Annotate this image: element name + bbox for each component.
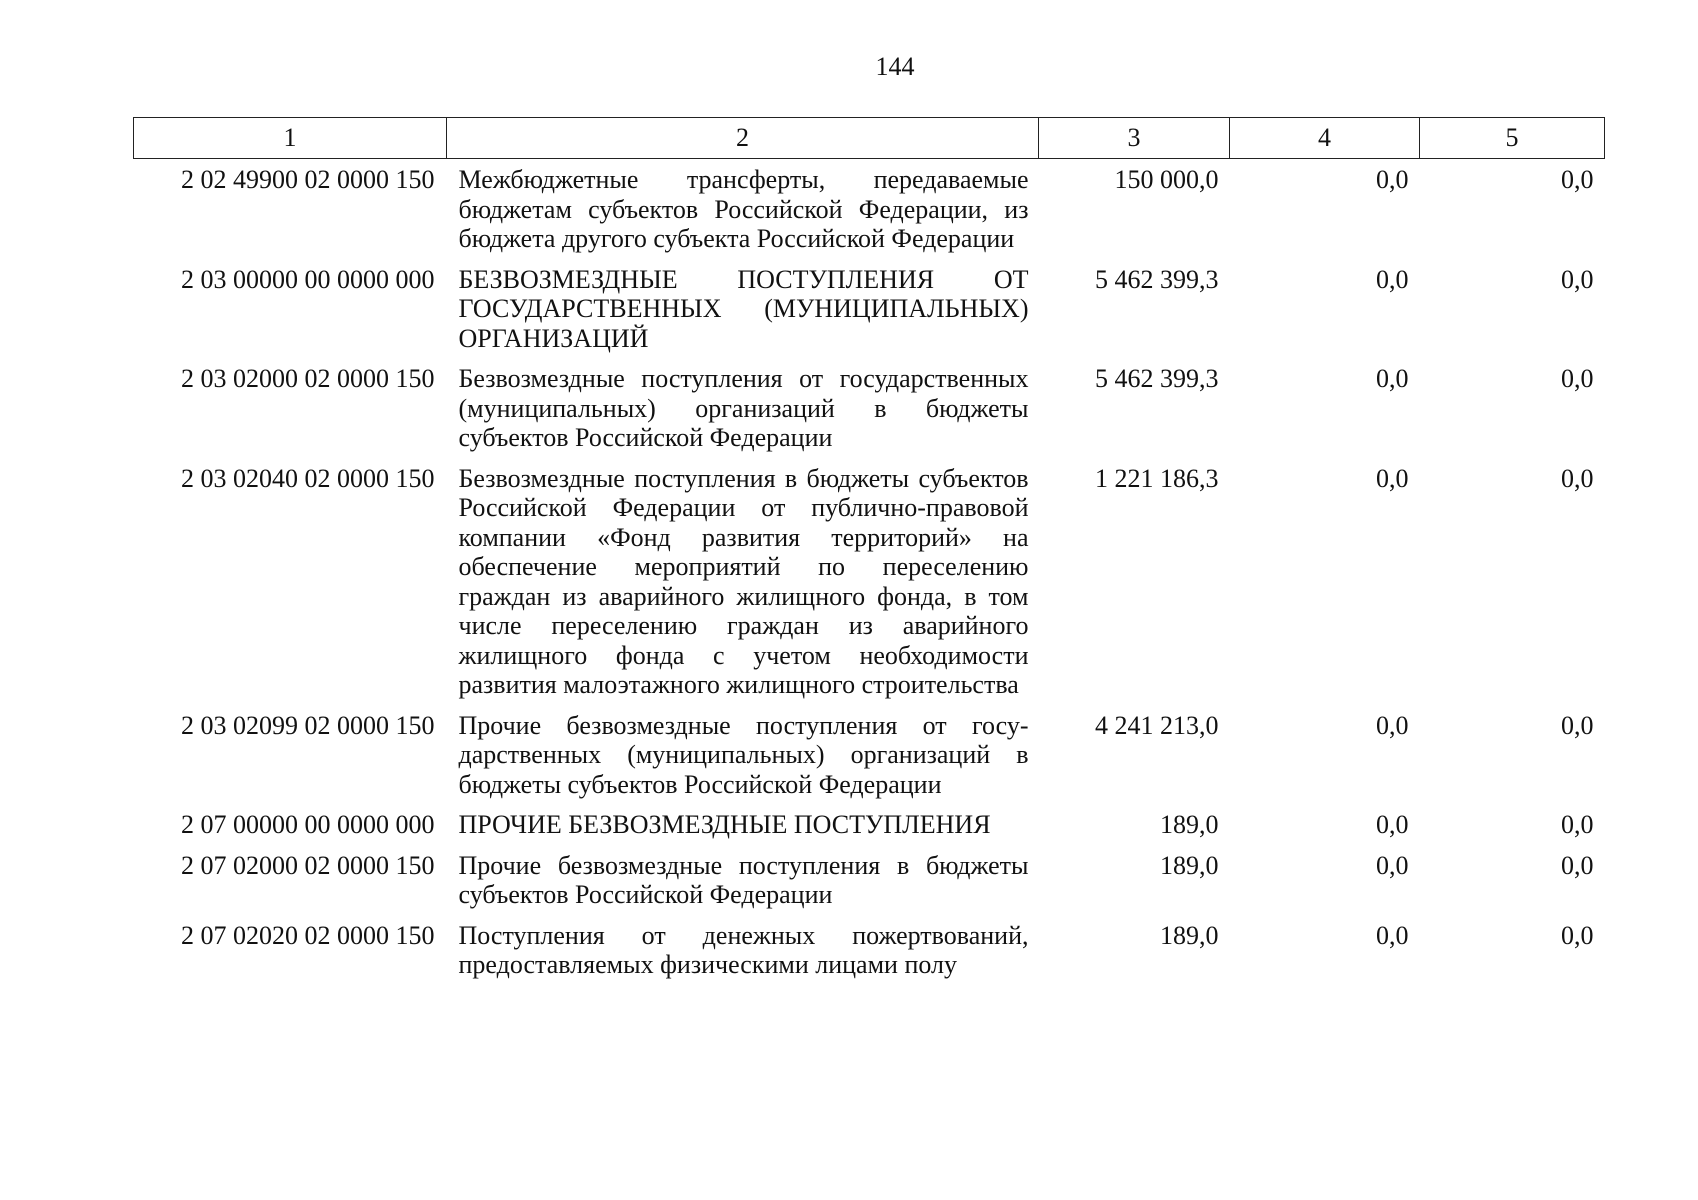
table-row — [134, 265, 1605, 365]
value-col-4: 0,0 — [1376, 463, 1409, 493]
value-col-5: 0,0 — [1561, 364, 1594, 393]
revenue-description: Безвозмездные поступления от государственных (муниципальных) организаций в бюджеты субъектов Российской Федерации — [458, 364, 1029, 452]
table-row — [134, 851, 1605, 921]
table-row — [134, 711, 1605, 811]
revenue-description: ПРОЧИЕ БЕЗВОЗМЕЗДНЫЕ ПОСТУПЛЕНИЯ — [458, 810, 991, 839]
table-row — [134, 159, 1605, 265]
value-col-3: 189,0 — [1160, 920, 1219, 950]
value-col-4: 0,0 — [1376, 165, 1409, 194]
value-col-5: 0,0 — [1561, 920, 1594, 950]
column-header-3: 3 — [1039, 118, 1230, 159]
value-col-5: 0,0 — [1561, 463, 1594, 493]
column-header-5: 5 — [1420, 118, 1605, 159]
budget-code: 2 07 02020 02 0000 150 — [181, 920, 435, 950]
value-col-5: 0,0 — [1561, 850, 1594, 880]
value-col-3: 4 241 213,0 — [1095, 710, 1219, 740]
value-col-5: 0,0 — [1561, 264, 1594, 294]
value-col-5: 0,0 — [1561, 710, 1594, 740]
value-col-4: 0,0 — [1376, 364, 1409, 393]
budget-code: 2 03 02040 02 0000 150 — [181, 463, 435, 493]
value-col-4: 0,0 — [1376, 920, 1409, 950]
budget-code: 2 02 49900 02 0000 150 — [181, 165, 435, 194]
revenue-description: Прочие безвозмездные поступления в бюджеты субъектов Российской Федерации — [458, 850, 1029, 909]
column-header-4: 4 — [1230, 118, 1420, 159]
column-number-row — [134, 118, 1605, 159]
table-row — [134, 464, 1605, 711]
table-row — [134, 810, 1605, 851]
value-col-3: 150 000,0 — [1114, 165, 1219, 194]
revenue-description: Межбюджетные трансферты, передаваемые бюджетам субъектов Российской Федерации, из бюджета другого субъекта Российской Федерации — [458, 165, 1029, 253]
page-number: 144 — [875, 52, 915, 81]
table-header — [134, 118, 1605, 159]
value-col-3: 189,0 — [1160, 810, 1219, 839]
revenue-description: БЕЗВОЗМЕЗДНЫЕ ПОСТУПЛЕНИЯ ОТ ГОСУДАРСТВЕННЫХ (МУНИЦИПАЛЬНЫХ) ОРГАНИЗАЦИЙ — [458, 264, 1029, 353]
column-header-2: 2 — [447, 118, 1039, 159]
table-row — [134, 921, 1605, 980]
value-col-3: 5 462 399,3 — [1095, 264, 1219, 294]
budget-code: 2 03 02099 02 0000 150 — [181, 710, 435, 740]
value-col-5: 0,0 — [1561, 810, 1594, 839]
revenue-description: Поступления от денежных пожертвований, предоставляемых физическими лицами полу — [458, 920, 1029, 979]
value-col-4: 0,0 — [1376, 264, 1409, 294]
table-row — [134, 364, 1605, 464]
value-col-5: 0,0 — [1561, 165, 1594, 194]
budget-code: 2 03 02000 02 0000 150 — [181, 364, 435, 393]
value-col-3: 5 462 399,3 — [1095, 364, 1219, 393]
revenue-description: Безвозмездные поступления в бюджеты субъектов Российской Федерации от публично-правовой компании «Фонд развития территорий» на обеспечение мероприятий по переселению граждан из аварийного жилищного фонда, в том числе переселению граждан из аварийного жилищного фонда с учетом необходимости развития малоэтажного жилищного строительства — [458, 463, 1029, 699]
column-header-1: 1 — [134, 118, 447, 159]
value-col-3: 1 221 186,3 — [1095, 463, 1219, 493]
revenue-description: Прочие безвозмездные поступления от государственных (муниципальных) организаций в бюджеты субъектов Российской Федерации — [458, 710, 1029, 799]
budget-revenue-table — [133, 117, 1605, 980]
value-col-4: 0,0 — [1376, 810, 1409, 839]
budget-code: 2 07 02000 02 0000 150 — [181, 850, 435, 880]
table-body — [134, 159, 1605, 980]
value-col-4: 0,0 — [1376, 710, 1409, 740]
budget-code: 2 03 00000 00 0000 000 — [181, 264, 435, 294]
budget-code: 2 07 00000 00 0000 000 — [181, 810, 435, 839]
value-col-4: 0,0 — [1376, 850, 1409, 880]
value-col-3: 189,0 — [1160, 850, 1219, 880]
